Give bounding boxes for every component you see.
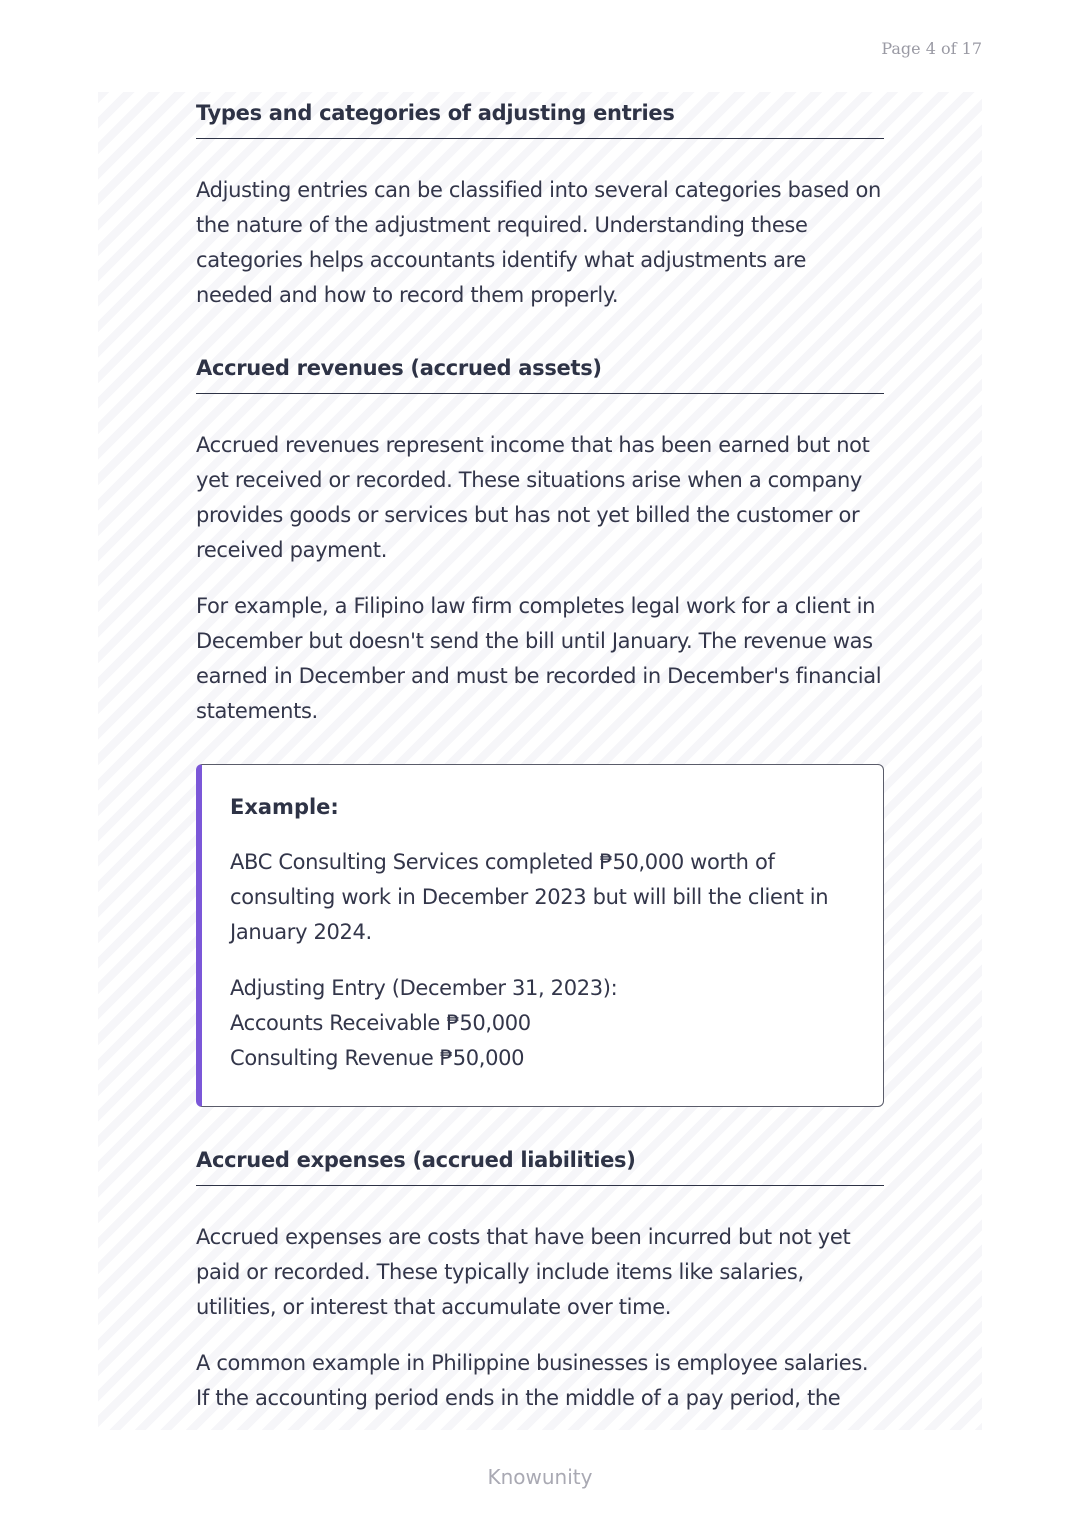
footer-brand: Knowunity xyxy=(487,1465,593,1489)
document-body xyxy=(196,96,884,1416)
accrued-revenues-paragraph-1: Accrued revenues represent income that has been earned but not yet received or recorded. These situations arise when a company provides goods or services but has not yet billed the customer or received payment. xyxy=(196,433,870,562)
accrued-expenses-paragraph-2: A common example in Philippine businesses is employee salaries. If the accounting period ends in the middle of a pay period, the xyxy=(196,1351,869,1410)
entry-heading: Adjusting Entry (December 31, 2023): xyxy=(230,976,618,1000)
example-callout xyxy=(196,764,884,1107)
page-number: Page 4 of 17 xyxy=(881,39,982,58)
accrued-expenses-paragraph-1: Accrued expenses are costs that have been incurred but not yet paid or recorded. These typically include items like salaries, utilities, or interest that accumulate over time. xyxy=(196,1225,851,1319)
section-heading-accrued-revenues: Accrued revenues (accrued assets) xyxy=(196,351,884,394)
accrued-revenues-paragraph-2: For example, a Filipino law firm completes legal work for a client in December but doesn't send the bill until January. The revenue was earned in December and must be recorded in December's financial statements. xyxy=(196,594,882,723)
section-heading-types: Types and categories of adjusting entries xyxy=(196,96,884,139)
types-paragraph: Adjusting entries can be classified into several categories based on the nature of the adjustment required. Understanding these categories helps accountants identify what adjustments are needed and how to record them properly. xyxy=(196,178,882,307)
adjusting-entry xyxy=(230,971,853,1076)
entry-credit-line: Consulting Revenue ₱50,000 xyxy=(230,1046,525,1070)
entry-debit-line: Accounts Receivable ₱50,000 xyxy=(230,1011,531,1035)
section-heading-accrued-expenses: Accrued expenses (accrued liabilities) xyxy=(196,1143,884,1186)
example-description: ABC Consulting Services completed ₱50,000 worth of consulting work in December 2023 but will bill the client in January 2024. xyxy=(230,850,829,944)
example-title: Example: xyxy=(230,795,339,819)
